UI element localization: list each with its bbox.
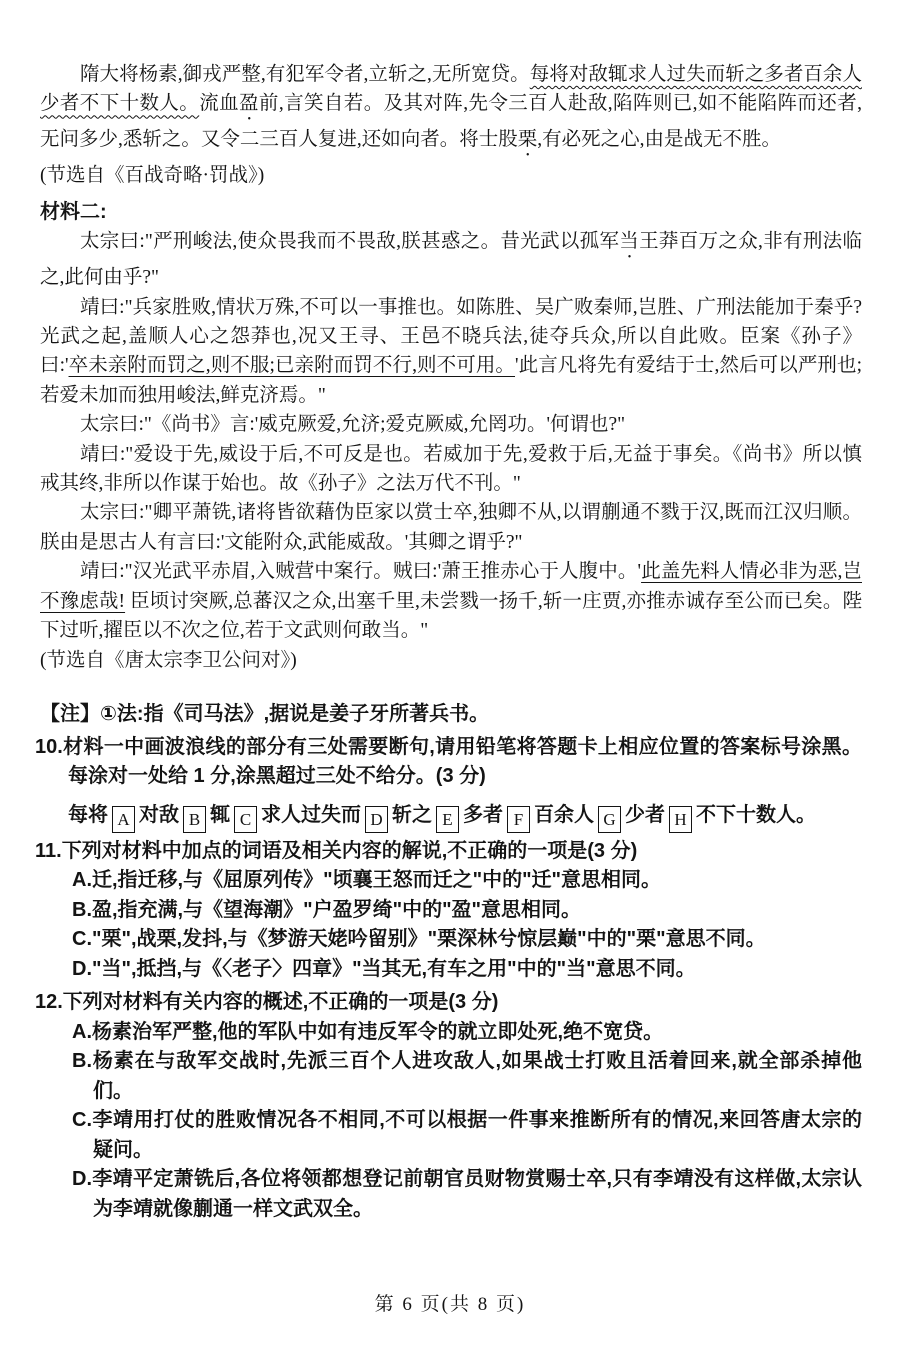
text-run: ,有必死之心,由是战无不胜。 [537, 129, 782, 151]
material2-paragraph [40, 557, 862, 645]
emphasis-dot-char: 栗 [517, 129, 538, 151]
text-run: 隋大将杨素,御戎严整,有犯军令者,立斩之,无所宽贷。 [79, 64, 530, 85]
question-12-stem: 12.下列对材料有关内容的概述,不正确的一项是(3 分) [35, 991, 499, 1014]
material2-paragraph [40, 410, 862, 439]
text-run: 太宗曰:"《尚书》言:'威克厥爱,允济;爱克厥威,允罔功。'何谓也?" [79, 414, 626, 436]
text-run: 太宗曰:"严刑峻法,使众畏我而不畏敌,朕甚惑之。昔光武以孤军 [79, 231, 620, 253]
text-run: 辄 [210, 803, 230, 826]
wavy-underlined-text: 每将对敌辄求人过失而斩之多者百余人少者不下十数人。 [40, 64, 862, 115]
question-11-option-A: A.迁,指迁移,与《屈原列传》"顷襄王怒而迁之"中的"迁"意思相同。 [72, 869, 662, 892]
questions-section [35, 733, 862, 1225]
text-run: 每将 [68, 803, 108, 826]
text-run: 太宗曰:"卿平萧铣,诸将皆欲藉伪臣家以赏士卒,独卿不从,以谓蒯通不戮于汉,既而江汉归顺。朕由是思古人有言曰:'文能附众,武能威敌。'其卿之谓乎?" [40, 502, 862, 553]
material1-source: (节选自《百战奇略·罚战》) [40, 165, 265, 187]
text-run: 不下十数人。 [696, 803, 816, 826]
answer-mark-box: D [365, 806, 388, 833]
underlined-text: 此盖先料人情必非为恶,岂不豫虑哉! [40, 561, 862, 612]
text-run: 斩之 [392, 803, 432, 826]
question-12-options [40, 1018, 862, 1225]
question-12-option-A: A.杨素治军严整,他的军队中如有违反军令的就立即处死,绝不宽贷。 [72, 1020, 664, 1043]
question-11-stem: 11.下列对材料中加点的词语及相关内容的解说,不正确的一项是(3 分) [35, 839, 638, 862]
material2-paragraph [40, 293, 862, 411]
text-run: 王莽百万之众,非有刑法临之,此何由乎?" [40, 231, 862, 289]
footnote: 【注】①法:指《司马法》,据说是姜子牙所著兵书。 [40, 702, 490, 725]
question-11-option-B: B.盈,指充满,与《望海潮》"户盈罗绮"中的"盈"意思相同。 [72, 898, 582, 921]
material2-label: 材料二: [40, 200, 107, 223]
text-run: 靖曰:"汉光武平赤眉,入贼营中案行。贼曰:'萧王推赤心于人腹中。' [79, 561, 642, 583]
text-run: 多者 [463, 803, 503, 826]
question-11-options [40, 866, 862, 984]
text-run: '此言凡将先有爱结于士,然后可以严刑也;若爱未加而独用峻法,鲜克济焉。" [40, 355, 863, 406]
question-11-option-D: D."当",抵挡,与《〈老子〉四章》"当其无,有车之用"中的"当"意思不同。 [72, 957, 696, 980]
material-1 [40, 60, 862, 191]
answer-mark-box: B [183, 806, 206, 833]
text-run: 靖曰:"兵家胜败,情状万殊,不可以一事推也。如陈胜、吴广败秦师,岂胜、广刑法能加于秦乎? 光武之起,盖顺人心之怨莽也,况又王寻、王邑不晓兵法,徒夺兵众,所以自此败。臣案《孙子》曰:' [40, 296, 862, 377]
answer-mark-box: E [436, 806, 459, 833]
answer-mark-box: C [234, 806, 257, 833]
text-run: 求人过失而 [261, 803, 361, 826]
question-12-option-D: D.李靖平定萧铣后,各位将领都想登记前朝官员财物赏赐士卒,只有李靖没有这样做,太宗认为李靖就像蒯通一样文武双全。 [72, 1168, 862, 1220]
question-10-stem: 10.材料一中画波浪线的部分有三处需要断句,请用铅笔将答题卡上相应位置的答案标号涂黑。每涂对一处给 1 分,涂黑超过三处不给分。(3 分) [35, 735, 862, 788]
material1-paragraph [40, 60, 862, 161]
answer-mark-box: G [598, 806, 621, 833]
emphasis-dot-char: 盈 [239, 93, 259, 115]
emphasis-dot-char: 当 [619, 231, 640, 253]
question-12-option-C: C.李靖用打仗的胜败情况各不相同,不可以根据一件事来推断所有的情况,来回答唐太宗的疑问。 [72, 1109, 862, 1161]
answer-mark-box: F [507, 806, 530, 833]
question-10-segmentation-line [68, 797, 862, 833]
text-run: 前,言笑自若。及其对阵,先令三百人赴敌,陷阵则已,如不能陷阵而还者,无问多少,悉斩之。又令二三百人复进,还如向者。将士股 [40, 93, 862, 151]
question-11-option-C: C."栗",战栗,发抖,与《梦游天姥吟留别》"栗深林兮惊层巅"中的"栗"意思不同。 [72, 928, 766, 951]
answer-mark-box: A [112, 806, 135, 833]
material-2 [40, 198, 862, 675]
answer-mark-box: H [669, 806, 692, 833]
material2-paragraphs [40, 227, 862, 645]
text-run: 对敌 [139, 803, 179, 826]
question-12-option-B: B.杨素在与敌军交战时,先派三百个人进攻敌人,如果战士打败且活着回来,就全部杀掉他们。 [72, 1050, 862, 1102]
text-run: 臣顷讨突厥,总蕃汉之众,出塞千里,未尝戮一扬千,斩一庄贾,亦推赤诚存至公而已矣。陛下过听,擢臣以不次之位,若于文武则何敢当。" [40, 590, 862, 642]
underlined-text: 卒未亲附而罚之,则不服;已亲附而罚不行,则不可用。 [68, 355, 516, 377]
material2-paragraph [40, 227, 862, 292]
material2-paragraph [40, 498, 862, 557]
material2-source: (节选自《唐太宗李卫公问对》) [40, 649, 297, 671]
text-run: 靖曰:"爱设于先,威设于后,不可反是也。若威加于先,爱救于后,无益于事矣。《尚书》所以慎戒其终,非所以作谋于始也。故《孙子》之法万代不刊。" [40, 443, 862, 495]
text-run: 流血 [199, 93, 240, 115]
page-number: 第 6 页(共 8 页) [374, 1294, 526, 1315]
text-run: 少者 [625, 803, 665, 826]
material2-paragraph [40, 440, 862, 499]
text-run: 百余人 [534, 803, 594, 826]
